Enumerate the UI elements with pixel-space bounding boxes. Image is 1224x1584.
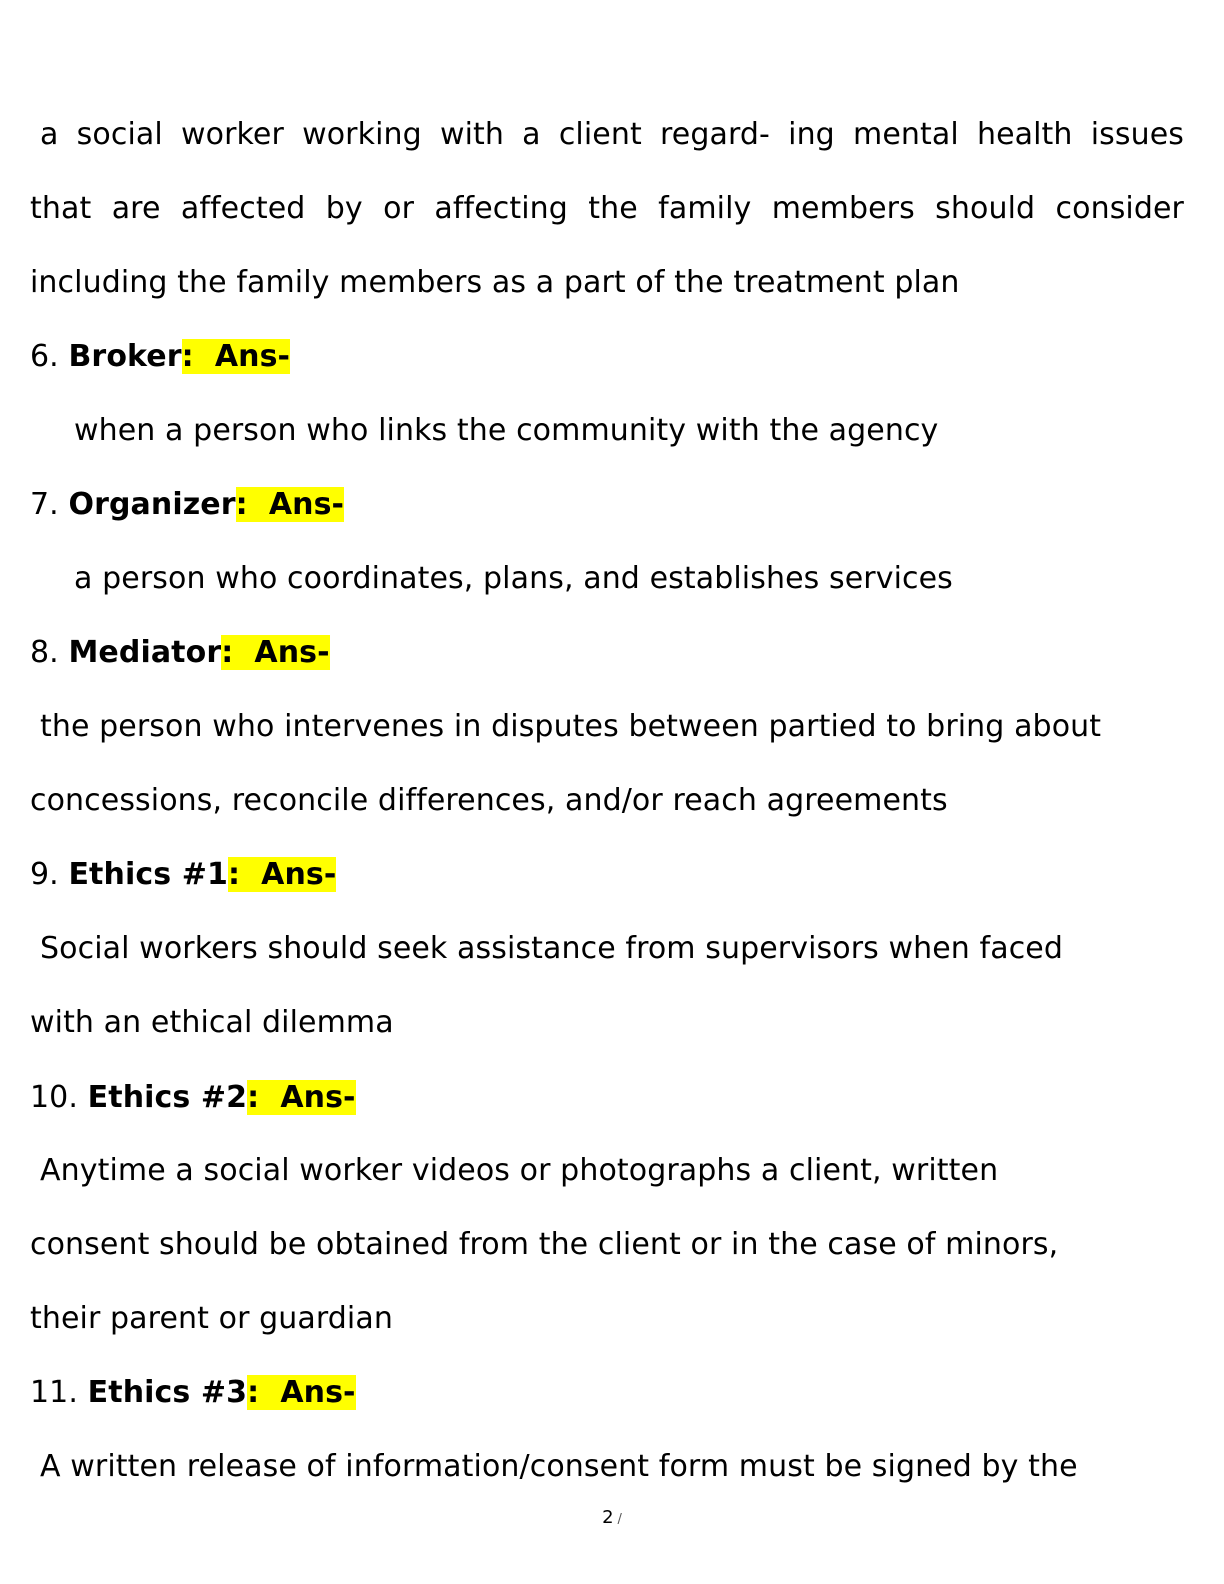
entry-term: Ethics #3 (87, 1375, 248, 1410)
entry-heading-9 (30, 855, 336, 895)
ans-highlight: : Ans- (235, 487, 345, 522)
entry-number: 10. (30, 1080, 79, 1115)
entry-answer-line: A written release of information/consent form must be signed by the (40, 1449, 1078, 1484)
entry-term: Ethics #2 (87, 1080, 248, 1115)
page-footer (0, 1506, 1224, 1532)
entry-answer-line: consent should be obtained from the client or in the case of minors, (30, 1227, 1059, 1262)
entry-heading-10 (30, 1078, 356, 1118)
entry-heading-8 (30, 633, 330, 673)
ans-highlight: : Ans- (227, 857, 337, 892)
entry-term: Ethics #1 (68, 857, 228, 892)
entry-heading-6 (30, 337, 290, 377)
entry-number: 11. (30, 1375, 79, 1410)
entry-heading-7 (30, 485, 344, 525)
entry-answer-line: when a person who links the community with the agency (74, 413, 939, 448)
entry-answer-line: the person who intervenes in disputes between partied to bring about (40, 709, 1102, 744)
entry-answer-line: with an ethical dilemma (30, 1005, 394, 1040)
entry-number: 9. (30, 857, 59, 892)
entry-term: Mediator (68, 635, 222, 670)
paragraph-line: that are affected by or affecting the family members should consider (30, 191, 1184, 226)
entry-answer-line: a person who coordinates, plans, and establishes services (74, 561, 953, 596)
entry-heading-11 (30, 1373, 356, 1413)
ans-highlight: : Ans- (181, 339, 291, 374)
ans-highlight: : Ans- (221, 635, 330, 670)
entry-number: 6. (30, 339, 59, 374)
paragraph-line: a social worker working with a client regard- ing mental health issues (40, 117, 1184, 152)
entry-answer-line: Anytime a social worker videos or photographs a client, written (40, 1153, 999, 1188)
entry-answer-line: Social workers should seek assistance from supervisors when faced (40, 931, 1063, 966)
entry-number: 8. (30, 635, 59, 670)
page-separator: / (617, 1512, 622, 1527)
entry-answer-line: their parent or guardian (30, 1301, 393, 1336)
entry-answer-line: concessions, reconcile differences, and/or reach agreements (30, 783, 948, 818)
entry-term: Organizer (68, 487, 236, 522)
ans-highlight: : Ans- (247, 1080, 356, 1115)
entry-term: Broker (68, 339, 182, 374)
paragraph-line: including the family members as a part of the treatment plan (30, 265, 960, 300)
entry-number: 7. (30, 487, 59, 522)
ans-highlight: : Ans- (247, 1375, 356, 1410)
page-number: 2 (602, 1507, 614, 1528)
